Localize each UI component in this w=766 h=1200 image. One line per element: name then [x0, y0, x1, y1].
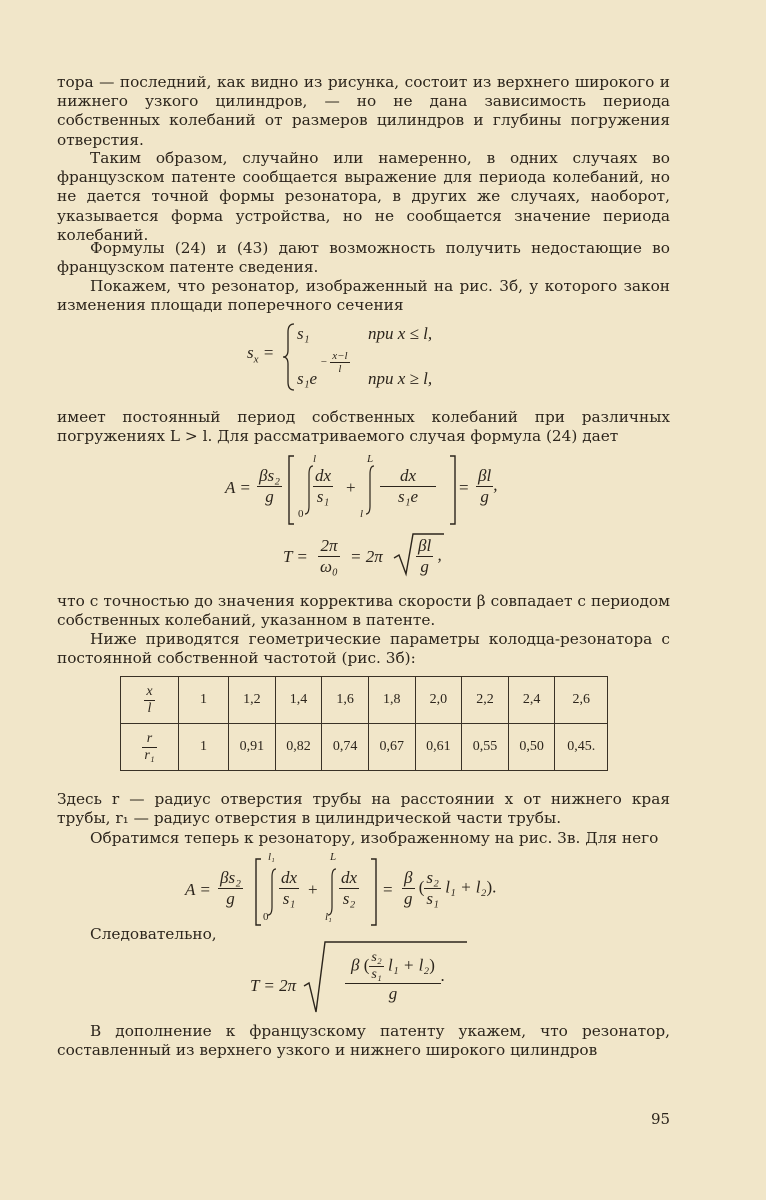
text-paragraph-11: В дополнение к французскому патенту укажем, что резонатор, составленный из верхнего узкого и нижнего широкого цилиндров	[57, 1022, 670, 1060]
eq-A2-plus: +	[308, 880, 318, 899]
eq-T1-lhs: T =	[283, 547, 308, 566]
text-paragraph-10: Следовательно,	[90, 925, 217, 943]
geometry-table	[120, 676, 608, 771]
table-cell: 0,74	[322, 724, 369, 771]
table-cell: 1,8	[368, 677, 415, 724]
eq-A1-coef: $\frac{\text{βs₂}}{g}$	[259, 466, 280, 506]
paragraph-7	[57, 630, 670, 668]
eq-A2-term2: $\frac{dx}{\text{s₂}}$	[341, 868, 358, 908]
eq-A2-int2-upper: L	[330, 851, 337, 863]
table-cell: 2,2	[462, 677, 509, 724]
eq-A1-lhs: A =	[225, 478, 251, 497]
text-paragraph-7: Ниже приводятся геометрические параметры колодца-резонатора с постоянной собственной частотой (рис. 3б):	[57, 630, 670, 668]
eq-A1-int1-upper: l	[313, 453, 317, 465]
eq-case1-condition: при x ≤ l,	[368, 324, 433, 343]
paragraph-3	[57, 239, 670, 277]
eq-T1-frac: $\frac{2\pi}{\text{ω₀}}$	[320, 536, 338, 576]
text-paragraph-8: Здесь r — радиус отверстия трубы на расстоянии x от нижнего края трубы, r₁ — радиус отверстия в цилиндрической части трубы.	[57, 790, 670, 828]
eq-A1-int2-lower: l	[360, 508, 364, 520]
eq-sx-lhs: $s_x$ =	[247, 343, 275, 366]
table-cell: 2,6	[555, 677, 608, 724]
eq-A2-int1-lower: 0	[263, 911, 269, 923]
paragraph-4	[57, 277, 670, 315]
eq-A2-equals: =	[383, 880, 393, 899]
eq-T2-radicand: β ( $\frac{\text{s₂}}{\text{s₁}}$ l₁ + l₂) g .	[345, 950, 445, 1004]
text-paragraph-3: Формулы (24) и (43) дают возможность получить недостающие во французском патенте сведения.	[57, 239, 670, 277]
eq-A2-term1: $\frac{dx}{\text{s₁}}$	[281, 868, 298, 908]
table-cell: 0,67	[368, 724, 415, 771]
table-cell: 0,50	[508, 724, 555, 771]
paragraph-11	[57, 1022, 670, 1060]
eq-A2-result: $\frac{\beta}{g}$ ( $\frac{\text{s₂}}{\text{s₁}}$ l₁ + l₂).	[404, 868, 497, 908]
table-row-label: $\frac{x}{l}$	[121, 677, 179, 724]
text-paragraph-9: Обратимся теперь к резонатору, изображенному на рис. 3в. Для него	[90, 829, 659, 847]
table-cell: 1,6	[322, 677, 369, 724]
paragraph-8	[57, 790, 670, 828]
text-paragraph-5: имеет постоянный период собственных колебаний при различных погружениях L > l. Для рассматриваемого случая формула (24) дает	[57, 408, 670, 446]
eq-A1-result: $\frac{\beta l}{g}$ ,	[478, 466, 498, 506]
eq-T2-lhs: T = 2π	[250, 976, 297, 995]
table-cell: 2,0	[415, 677, 462, 724]
eq-A2-int1-upper: l₁	[268, 851, 275, 863]
paragraph-9	[57, 829, 670, 848]
table-cell: 1	[179, 724, 229, 771]
paragraph-5	[57, 408, 670, 446]
eq-case2-value: s₁e	[297, 369, 318, 388]
paragraph-2	[57, 149, 670, 245]
paragraph-6	[57, 592, 670, 630]
table-cell: 0,55	[462, 724, 509, 771]
table-cell: 0,61	[415, 724, 462, 771]
eq-case1-value: s₁	[297, 324, 310, 343]
text-paragraph-1: тора — последний, как видно из рисунка, состоит из верхнего широкого и нижнего узкого цилиндров, — но не дана зависимость периода собственных колебаний от размеров цилиндров и глубины погружения отверстия.	[57, 73, 670, 149]
eq-A2-lhs: A =	[185, 880, 211, 899]
eq-T1-radicand: $\frac{\beta l}{g}$ ,	[418, 536, 442, 576]
page-number: 95	[651, 1110, 671, 1128]
paragraph-1	[57, 73, 670, 150]
table-cell: 1	[179, 677, 229, 724]
table-row	[121, 724, 608, 771]
eq-case2-condition: при x ≥ l,	[368, 369, 433, 388]
table-cell: 0,82	[275, 724, 322, 771]
eq-A1-term1: $\frac{dx}{\text{s₁}}$	[315, 466, 332, 506]
eq-A1-equals: =	[459, 478, 469, 497]
text-paragraph-6: что с точностью до значения корректива скорости β совпадает с периодом собственных колебаний, указанном в патенте.	[57, 592, 670, 630]
brace-icon	[282, 322, 296, 392]
table-cell: 0,91	[229, 724, 276, 771]
eq-A2-int2-lower: l₁	[325, 911, 332, 923]
eq-A1-int1-lower: 0	[298, 508, 304, 520]
table-cell: 1,2	[229, 677, 276, 724]
eq-A1-term2: $\frac{dx}{\text{s₁e}}$	[380, 466, 436, 507]
eq-A2-coef: $\frac{\text{βs₂}}{g}$	[220, 868, 241, 908]
eq-A1-int2-upper: L	[367, 453, 374, 465]
text-paragraph-4: Покажем, что резонатор, изображенный на рис. 3б, у которого закон изменения площади поперечного сечения	[57, 277, 670, 315]
eq-case2-exponent: − $\frac{x-l}{l}$	[320, 350, 348, 375]
table-cell: 1,4	[275, 677, 322, 724]
eq-A1-plus: +	[346, 478, 356, 497]
eq-T1-2pi: = 2π	[350, 547, 383, 566]
table-cell: 2,4	[508, 677, 555, 724]
table-row-label: $\frac{r}{\text{r₁}}$	[121, 724, 179, 771]
text-paragraph-2: Таким образом, случайно или намеренно, в одних случаях во французском патенте сообщается выражение для периода колебаний, но не дается точной формы резонатора, в других же случаях, наоборот, указывается форма устройства, но не сообщается значение периода колебаний.	[57, 149, 670, 244]
table-cell: 0,45.	[555, 724, 608, 771]
table-row	[121, 677, 608, 724]
